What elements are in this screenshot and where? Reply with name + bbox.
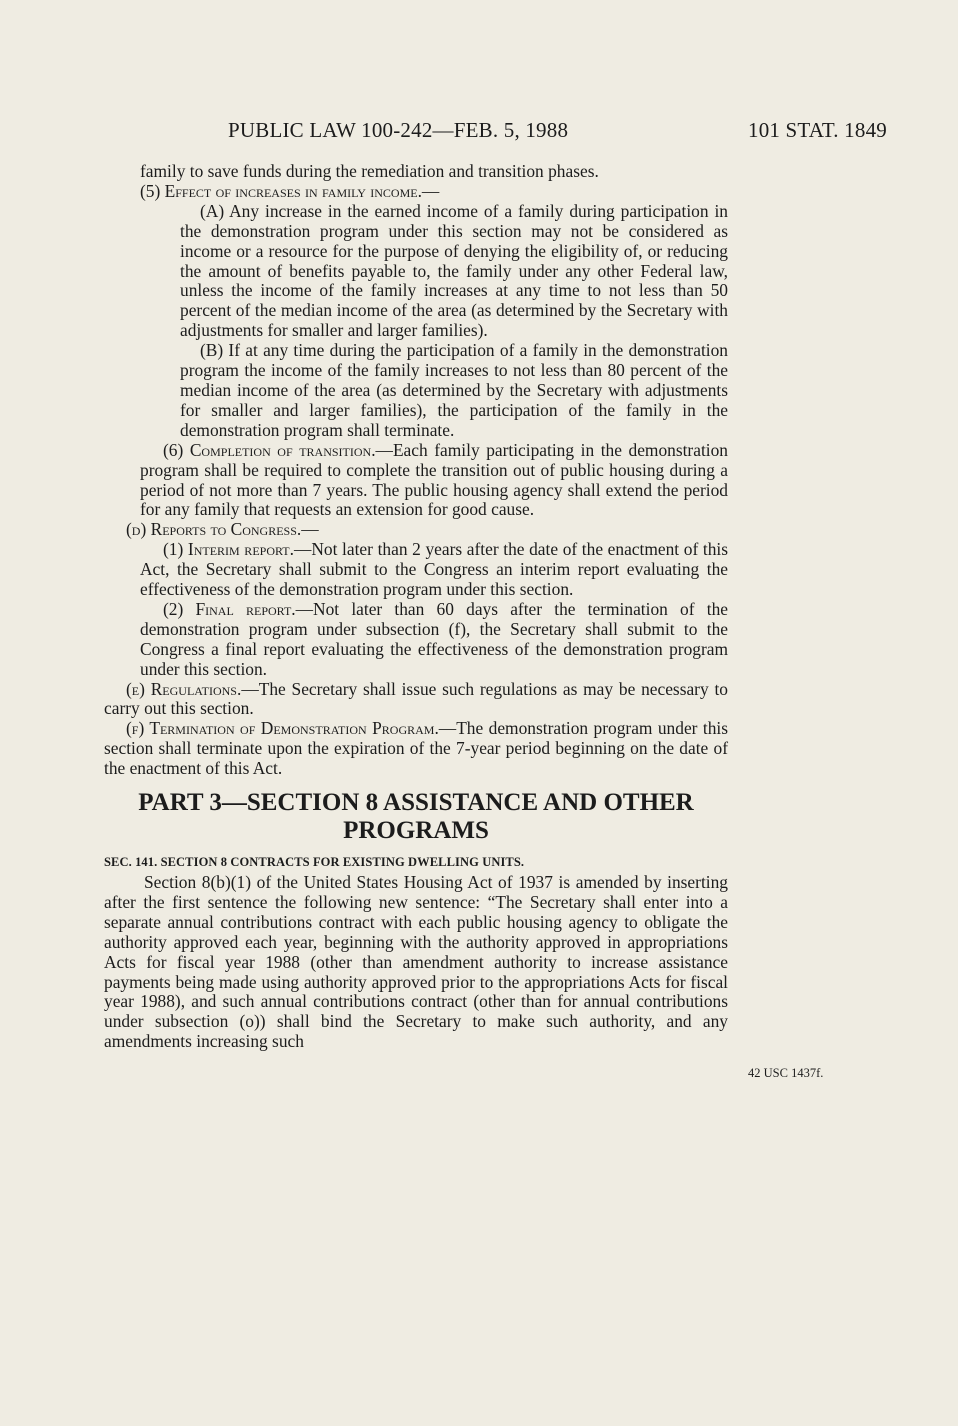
label-completion-of-transition: (6) Completion of transition. <box>163 439 376 460</box>
paragraph-interim-report <box>104 540 728 600</box>
document-body <box>104 162 728 1052</box>
section-heading: SEC. 141. SECTION 8 CONTRACTS FOR EXISTING DWELLING UNITS. <box>104 855 525 870</box>
paragraph-section-141: Section 8(b)(1) of the United States Housing Act of 1937 is amended by inserting after the first sentence the following new sentence: “The Secretary shall enter into a separate annual contributions contract with each public housing agency to obligate the authority approved each year, beginning with the authority approved in appropriations Acts for fiscal year 1988 (other than amendment authority to increase assistance payments being made using authority approved prior to the appropriations Acts for fiscal year 1988), and such annual contributions contract (other than for annual contributions under subsection (o)) shall bind the Secretary to make such authority, and any amendments increasing such <box>104 872 728 1052</box>
paragraph-regulations <box>104 680 728 720</box>
part-heading <box>104 789 728 845</box>
header-public-law: PUBLIC LAW 100-242—FEB. 5, 1988 <box>228 118 569 142</box>
paragraph-transition-phases: family to save funds during the remediation and transition phases. <box>140 161 599 181</box>
label-final-report: (2) Final report. <box>163 598 296 619</box>
heading-effect-of-increases-text: (5) Effect of increases in family income.— <box>140 180 440 201</box>
part-heading-line-2: PROGRAMS <box>343 817 489 845</box>
text-interim-report: —Not later than 2 years after the date of the enactment of this Act, the Secretary shall submit to the Congress an interim report evaluating the effectiveness of the demonstration program under this section. <box>140 539 728 600</box>
margin-citation: 42 USC 1437f. <box>748 1066 824 1080</box>
paragraph-completion-of-transition <box>104 441 728 521</box>
paragraph-final-report <box>104 600 728 680</box>
paragraph-5a: (A) Any increase in the earned income of a family during participation in the demonstration program under this section may not be considered as income or a resource for the purpose of denying the eligibility of, or reducing the amount of benefits payable to, the family under any other Federal law, unless the income of the family increases at any time to not less than 50 percent of the median income of the area (as determined by the Secretary with adjustments for smaller and larger families). <box>180 200 728 341</box>
label-termination: (f) Termination of Demonstration Program. <box>126 718 439 739</box>
text-termination: —The demonstration program under this section shall terminate upon the expiration of the 7-year period beginning on the date of the enactment of this Act. <box>104 718 728 779</box>
header-stat-citation: 101 STAT. 1849 <box>748 118 887 142</box>
heading-effect-of-increases <box>104 182 728 202</box>
heading-reports-to-congress-text: (d) Reports to Congress.— <box>126 519 319 540</box>
part-heading-line-1: PART 3—SECTION 8 ASSISTANCE AND OTHER <box>138 789 694 817</box>
paragraph-5b: (B) If at any time during the participation of a family in the demonstration program the income of the family increases to not less than 80 percent of the median income of the area (as determined by the Secretary with adjustments for smaller and larger families), the participation of the family in the demonstration program shall terminate. <box>180 340 728 440</box>
text-final-report: —Not later than 60 days after the termination of the demonstration program under subsection (f), the Secretary shall submit to the Congress a final report evaluating the effectiveness of the demonstration program under this section. <box>140 598 728 679</box>
label-interim-report: (1) Interim report. <box>163 539 294 560</box>
label-regulations: (e) Regulations. <box>126 678 242 699</box>
heading-reports-to-congress <box>104 520 728 540</box>
paragraph-termination <box>104 719 728 779</box>
text-completion-of-transition: —Each family participating in the demonstration program shall be required to complete the transition out of public housing during a period of not more than 7 years. The public housing agency shall extend the period for any family that requests an extension for good cause. <box>140 439 728 520</box>
text-regulations: —The Secretary shall issue such regulations as may be necessary to carry out this section. <box>104 678 728 719</box>
